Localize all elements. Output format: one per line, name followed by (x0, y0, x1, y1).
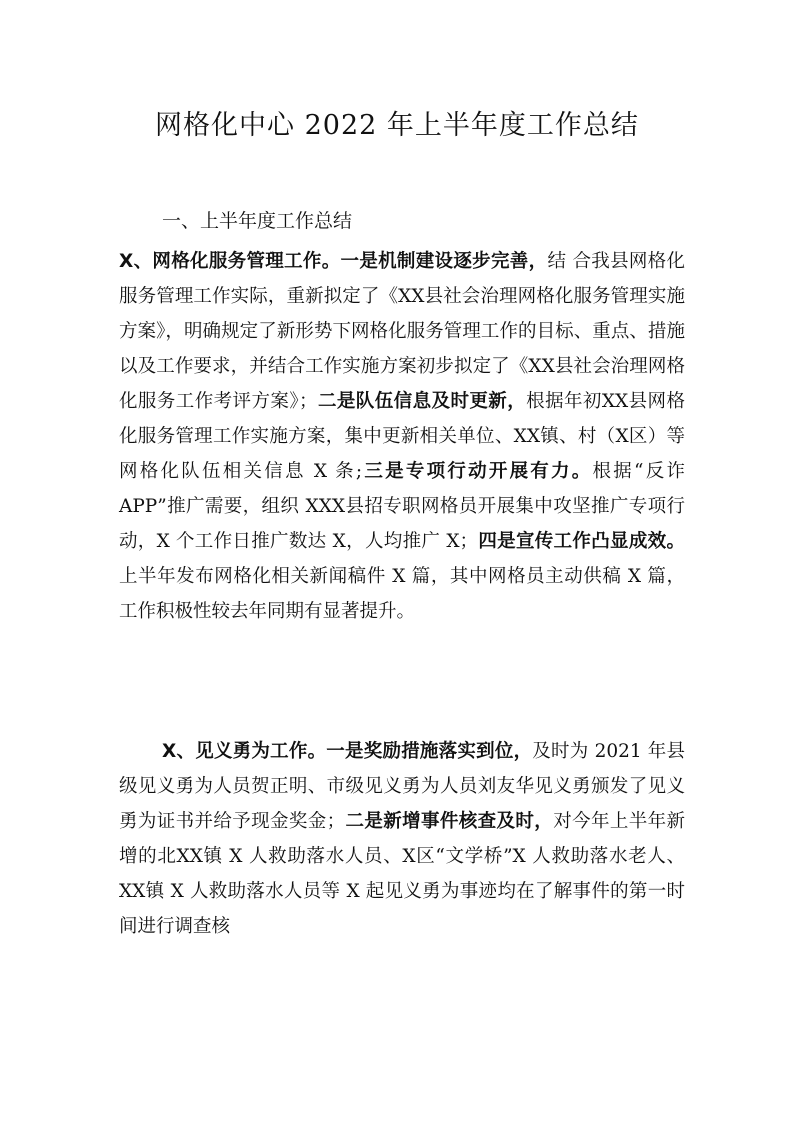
paragraph-segment: 对今年上半年新增的北XX镇 X 人救助落水人员、X区“文学桥”X 人救助落水老人、XX镇 X 人救助落水人员等 X 起见义勇为事迹均在了解事件的第一时间进行调查核 (119, 811, 685, 937)
paragraph-segment: X、网格化服务管理工作。一是机制建设逐步完善， (119, 251, 548, 272)
paragraph-segment: 四是宣传工作凸显成效。 (478, 531, 685, 552)
paragraph-segment: X、见义勇为工作。一是奖励措施落实到位， (162, 741, 533, 762)
paragraph-segment: 结 合我县网格化服务管理工作实际，重新拟定了《XX县社会治理网格化服务管理实施方案》，明确规定了新形势下网格化服务管理工作的目标、重点、措施以及工作要求，并结合工作实施方案初步拟定了《XX县社会治理网格化服务工作考评方案》； (119, 251, 685, 412)
paragraph-heroic-deeds (119, 734, 685, 944)
paragraph-segment: 及时为 2021 年县级见义勇为人员贺正明、市级见义勇为人员刘友华见义勇颁发了见义勇为证书并给予现金奖金； (119, 741, 685, 832)
paragraph-segment: 根据“反诈 APP”推广需要，组织 XXX县招专职网格员开展集中攻坚推广专项行动，X 个工作日推广数达 X，人均推广 X； (119, 461, 685, 552)
document-title: 网格化中心 2022 年上半年度工作总结 (155, 110, 639, 141)
paragraph-segment: 上半年发布网格化相关新闻稿件 X 篇，其中网格员主动供稿 X 篇，工作积极性较去年同期有显著提升。 (119, 566, 685, 622)
paragraph-grid-management (119, 244, 685, 629)
section-heading: 一、上半年度工作总结 (162, 210, 353, 232)
paragraph-segment: 二是新增事件核查及时， (345, 811, 554, 832)
paragraph-segment: 根据年初XX县网格化服务管理工作实施方案，集中更新相关单位、XX镇、村（X区）等网格化队伍相关信息 X 条; (119, 391, 685, 482)
paragraph-segment: 三是专项行动开展有力。 (362, 461, 593, 482)
paragraph-segment: 二是队伍信息及时更新， (317, 391, 527, 412)
